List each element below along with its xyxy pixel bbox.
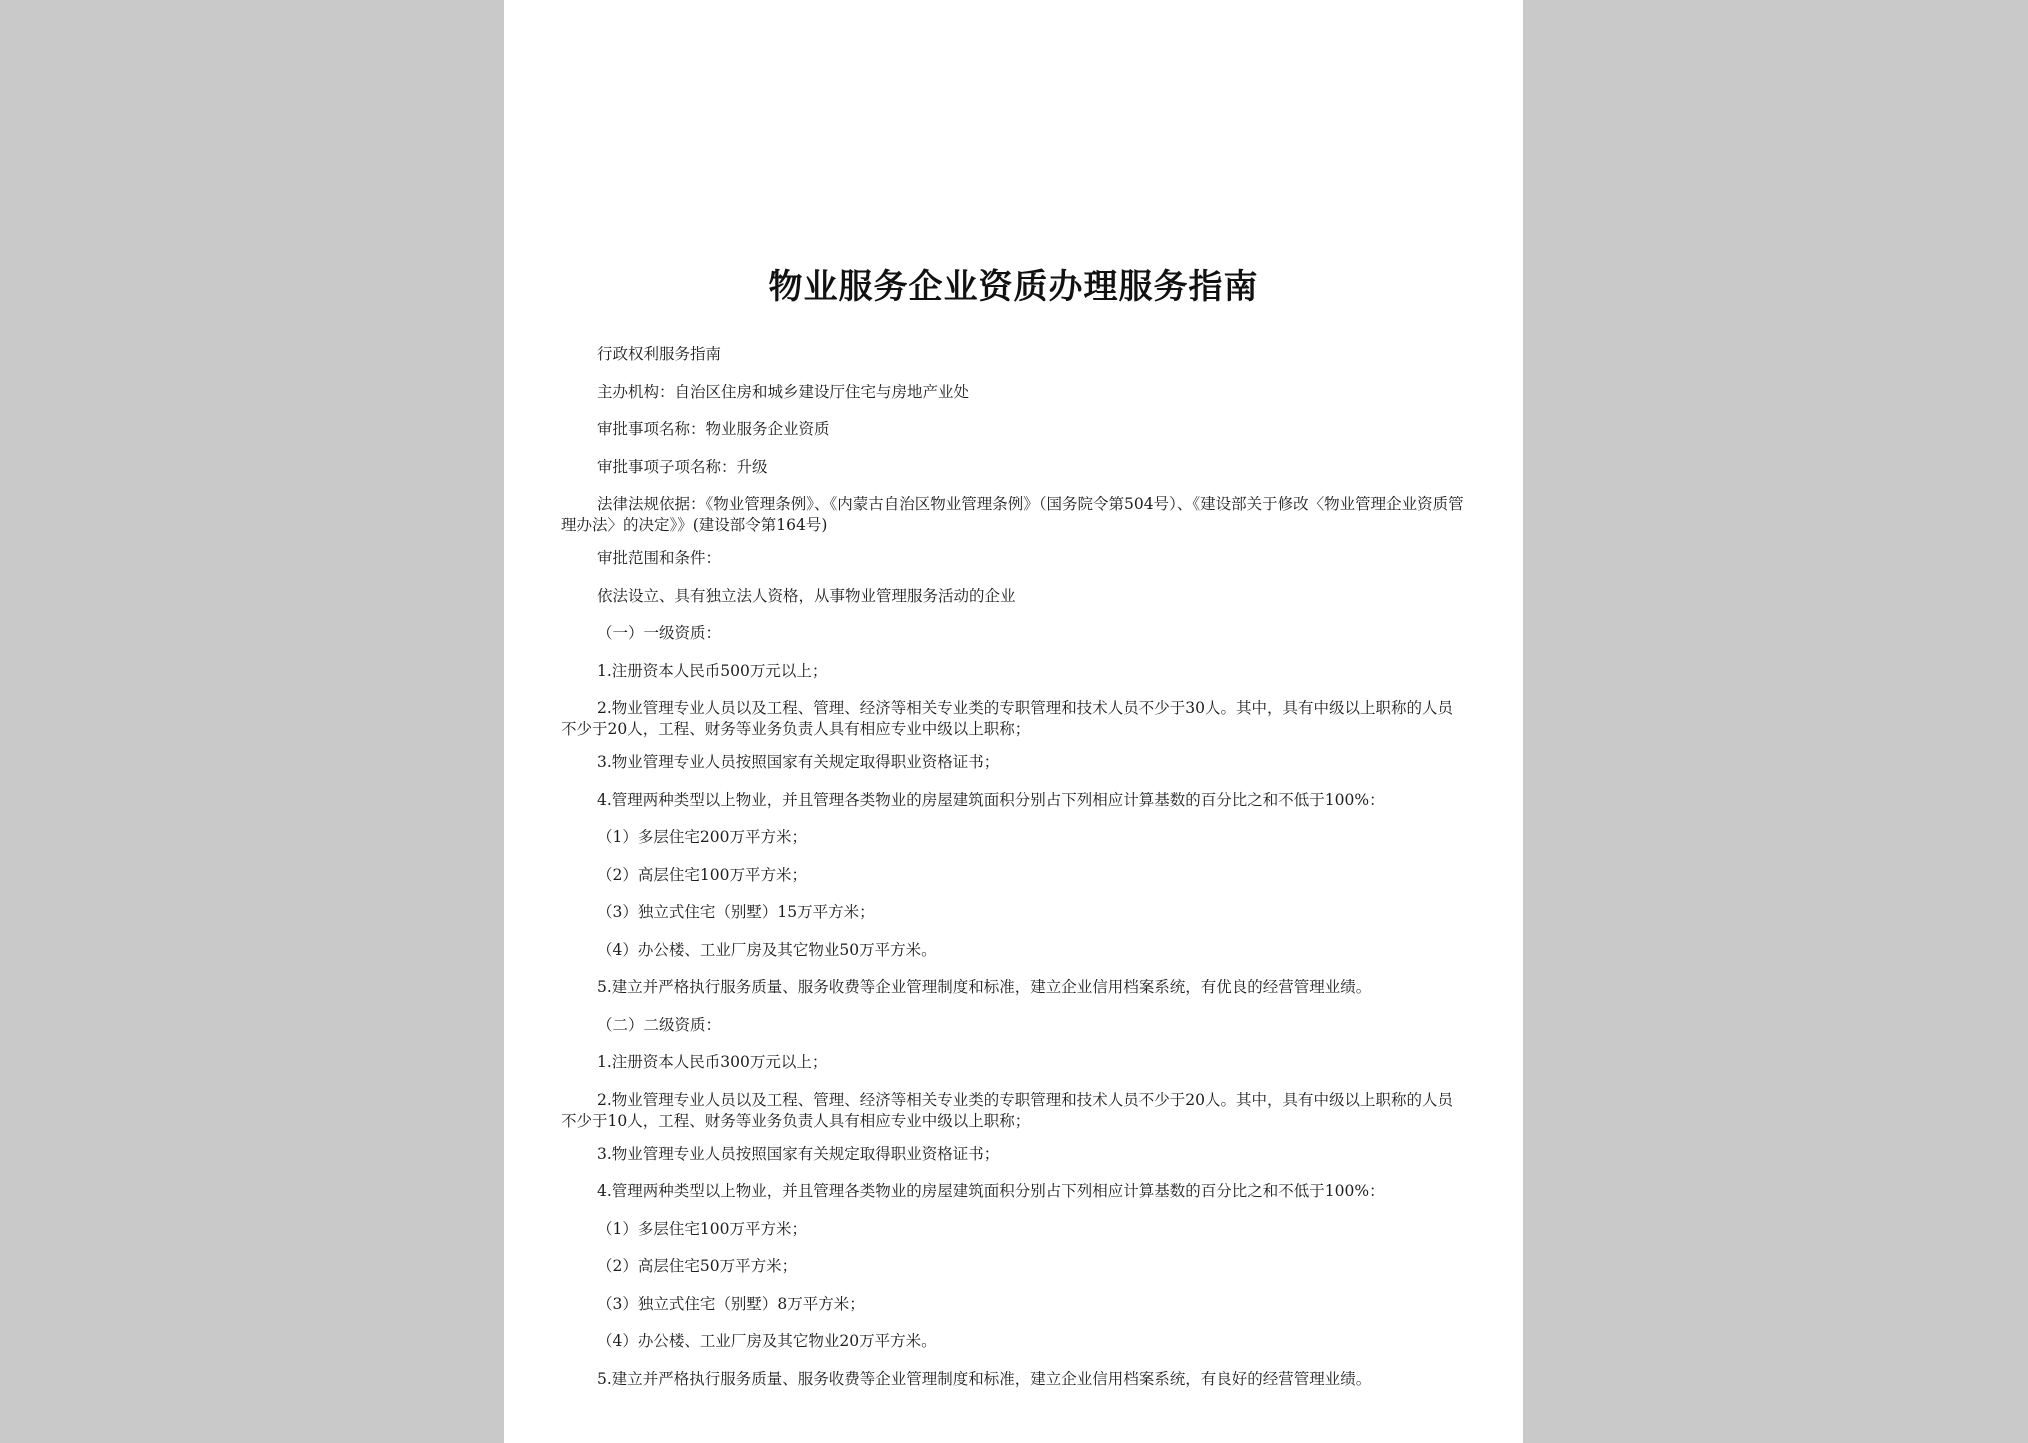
paragraph-scope-heading: 审批范围和条件： <box>597 549 722 567</box>
paragraph-level-2-item-5: 5.建立并严格执行服务质量、服务收费等企业管理制度和标准，建立企业信用档案系统，有良好的经营管理业绩。 <box>597 1369 1372 1388</box>
paragraph-level-2-heading: （二）二级资质： <box>597 1015 722 1034</box>
paragraph-level-1-sub-3: （3）独立式住宅（别墅）15万平方米； <box>597 903 875 921</box>
paragraph-level-1-sub-1: （1）多层住宅200万平方米； <box>597 828 807 846</box>
paragraph-level-1-item-2: 2.物业管理专业人员以及工程、管理、经济等相关专业类的专职管理和技术人员不少于30人。其中，具有中级以上职称的人员不少于20人，工程、财务等业务负责人具有相应专业中级以上职称； <box>561 699 1454 738</box>
paragraph-host-agency: 主办机构：自治区住房和城乡建设厅住宅与房地产业处 <box>597 382 970 401</box>
paragraph-guide-type: 行政权利服务指南 <box>597 345 722 363</box>
paragraph-level-2-item-4: 4.管理两种类型以上物业，并且管理各类物业的房屋建筑面积分别占下列相应计算基数的百分比之和不低于100%： <box>597 1182 1385 1200</box>
paragraph-level-1-item-5: 5.建立并严格执行服务质量、服务收费等企业管理制度和标准，建立企业信用档案系统，有优良的经营管理业绩。 <box>597 978 1372 996</box>
paragraph-subitem-name: 审批事项子项名称：升级 <box>597 457 768 476</box>
paragraph-level-2-sub-4: （4）办公楼、工业厂房及其它物业20万平方米。 <box>597 1332 937 1350</box>
paragraph-level-2-item-3: 3.物业管理专业人员按照国家有关规定取得职业资格证书； <box>597 1144 1000 1163</box>
paragraph-level-1-item-1: 1.注册资本人民币500万元以上； <box>597 661 828 680</box>
paragraph-level-1-item-3: 3.物业管理专业人员按照国家有关规定取得职业资格证书； <box>597 753 1000 771</box>
document-page <box>504 0 1523 1443</box>
document-title: 物业服务企业资质办理服务指南 <box>768 267 1259 307</box>
paragraph-scope: 依法设立、具有独立法人资格，从事物业管理服务活动的企业 <box>597 586 1016 605</box>
paragraph-level-1-item-4: 4.管理两种类型以上物业，并且管理各类物业的房屋建筑面积分别占下列相应计算基数的百分比之和不低于100%： <box>597 790 1385 809</box>
paragraph-level-1-sub-4: （4）办公楼、工业厂房及其它物业50万平方米。 <box>597 940 937 959</box>
paragraph-legal-basis: 法律法规依据：《物业管理条例》、《内蒙古自治区物业管理条例》（国务院令第504号）、《建设部关于修改〈物业管理企业资质管理办法〉的决定》》(建设部令第164号) <box>561 495 1464 534</box>
paragraph-level-2-sub-2: （2）高层住宅50万平方米； <box>597 1257 798 1275</box>
paragraph-level-2-item-2: 2.物业管理专业人员以及工程、管理、经济等相关专业类的专职管理和技术人员不少于20人。其中，具有中级以上职称的人员不少于10人，工程、财务等业务负责人具有相应专业中级以上职称； <box>561 1090 1454 1130</box>
paragraph-item-name: 审批事项名称：物业服务企业资质 <box>597 420 830 438</box>
paragraph-level-1-heading: （一）一级资质： <box>597 624 722 642</box>
paragraph-level-1-sub-2: （2）高层住宅100万平方米； <box>597 865 807 884</box>
document-body <box>561 344 1467 1406</box>
paragraph-level-2-sub-3: （3）独立式住宅（别墅）8万平方米； <box>597 1294 865 1313</box>
paragraph-level-2-sub-1: （1）多层住宅100万平方米； <box>597 1219 807 1238</box>
paragraph-level-2-item-1: 1.注册资本人民币300万元以上； <box>597 1053 828 1071</box>
